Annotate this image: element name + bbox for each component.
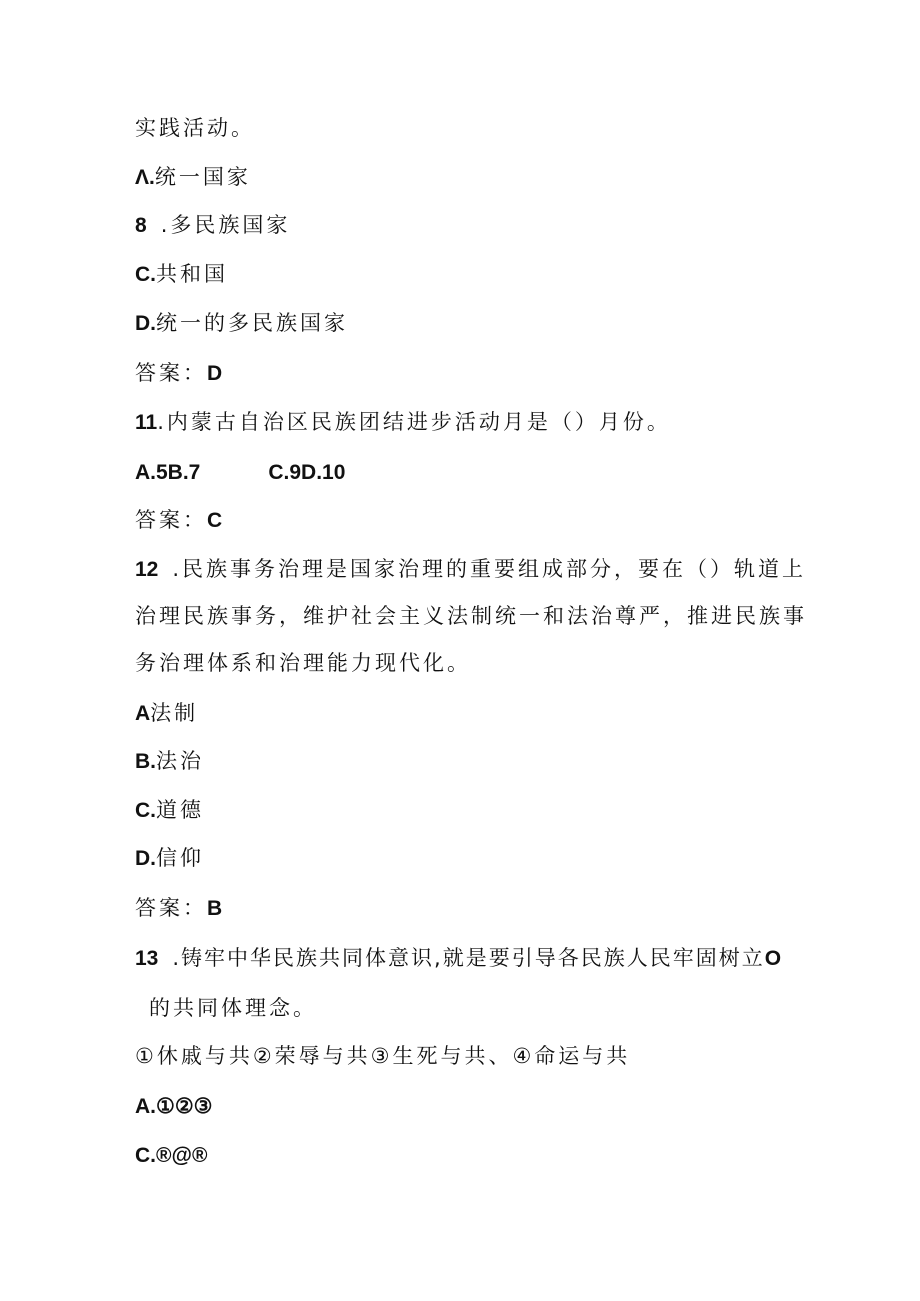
question-11-options bbox=[135, 456, 345, 488]
option-label: 8 bbox=[135, 214, 147, 237]
answer-line bbox=[135, 504, 222, 536]
option-a bbox=[135, 161, 251, 193]
stem-text: .铸牢中华民族共同体意识,就是要引导各民族人民牢固树立 bbox=[172, 946, 765, 970]
answer-line bbox=[135, 892, 222, 924]
stem-text: .内蒙古自治区民族团结进步活动月是（）月份。 bbox=[157, 410, 671, 434]
question-number: 13 bbox=[135, 947, 159, 970]
option-text: 信仰 bbox=[156, 846, 204, 870]
option-a bbox=[135, 1090, 212, 1122]
question-12-stem-end bbox=[135, 647, 471, 679]
option-d bbox=[135, 307, 348, 339]
answer-prefix: 答案： bbox=[135, 508, 207, 532]
option-label: A bbox=[135, 702, 151, 725]
answer-line bbox=[135, 357, 222, 389]
question-13-stem-end bbox=[149, 992, 317, 1024]
question-12-stem-cont bbox=[135, 600, 807, 632]
answer-value: D bbox=[207, 362, 223, 385]
option-label: Λ. bbox=[135, 166, 155, 189]
stem-blank: O bbox=[764, 947, 782, 970]
option-c bbox=[135, 1139, 207, 1171]
answer-value: C bbox=[207, 509, 223, 532]
question-number: 11 bbox=[135, 411, 158, 434]
option-b bbox=[135, 209, 290, 241]
option-d bbox=[135, 842, 204, 874]
stem-text: .民族事务治理是国家治理的重要组成部分，要在（）轨道上 bbox=[172, 557, 807, 581]
question-13-statements bbox=[135, 1040, 630, 1072]
option-label: A. bbox=[135, 1095, 156, 1118]
option-text: .多民族国家 bbox=[160, 213, 291, 237]
question-number: 12 bbox=[135, 558, 159, 581]
question-13-stem bbox=[135, 942, 781, 974]
stem-text: 实践活动。 bbox=[135, 116, 255, 140]
stem-text: 的共同体理念。 bbox=[149, 996, 317, 1020]
stem-text: 治理民族事务，维护社会主义法制统一和法治尊严，推进民族事 bbox=[135, 604, 807, 628]
option-label: C. bbox=[135, 799, 156, 822]
option-text: 统一的多民族国家 bbox=[156, 311, 348, 335]
option-label: D. bbox=[135, 312, 156, 335]
option-text: 共和国 bbox=[156, 262, 228, 286]
option-text: ①②③ bbox=[156, 1095, 213, 1118]
statements-text: ①休戚与共②荣辱与共③生死与共、④命运与共 bbox=[135, 1044, 631, 1068]
question-11-stem bbox=[135, 406, 671, 438]
option-text: 法制 bbox=[150, 701, 199, 725]
answer-prefix: 答案： bbox=[135, 361, 207, 385]
options-ab: A.5B.7 bbox=[135, 461, 201, 484]
option-text: 统一国家 bbox=[154, 165, 251, 189]
option-b bbox=[135, 745, 204, 777]
option-text: 法治 bbox=[156, 749, 204, 773]
stem-text: 务治理体系和治理能力现代化。 bbox=[135, 651, 471, 675]
option-text: ®@® bbox=[156, 1144, 208, 1167]
options-cd: C.9D.10 bbox=[268, 461, 346, 484]
question-10-stem-end bbox=[135, 112, 255, 144]
question-12-stem bbox=[135, 553, 806, 585]
option-label: C. bbox=[135, 1144, 156, 1167]
option-c bbox=[135, 258, 228, 290]
option-label: B. bbox=[135, 750, 156, 773]
option-label: C. bbox=[135, 263, 156, 286]
option-a bbox=[135, 697, 198, 729]
answer-prefix: 答案： bbox=[135, 896, 207, 920]
answer-value: B bbox=[207, 897, 223, 920]
option-text: 道德 bbox=[156, 798, 204, 822]
option-label: D. bbox=[135, 847, 156, 870]
option-c bbox=[135, 794, 204, 826]
